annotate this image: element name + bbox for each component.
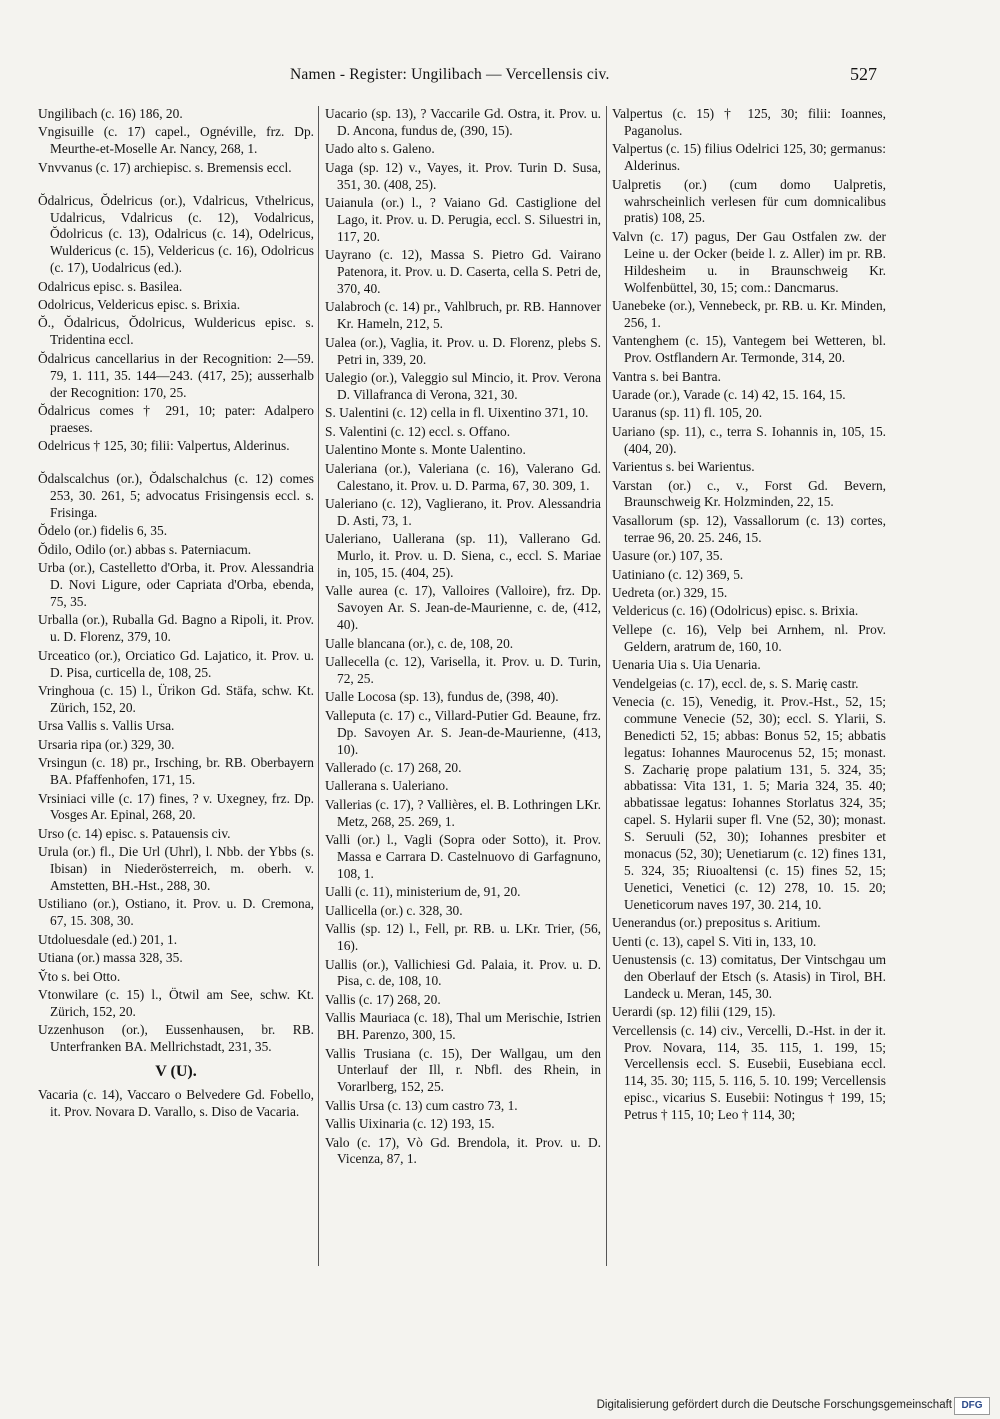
index-entry: Uenerandus (or.) prepositus s. Aritium. xyxy=(612,915,821,931)
index-entry: Uedreta (or.) 329, 15. xyxy=(612,584,728,600)
index-entry: Urballa (or.), Ruballa Gd. Bagno a Ripoli, it. Prov. u. D. Florenz, 379, 10. xyxy=(38,612,314,645)
index-entry: Uallicella (or.) c. 328, 30. xyxy=(325,902,463,918)
page-header xyxy=(0,64,1000,88)
index-entry: Vasallorum (sp. 12), Vassallorum (c. 13) cortes, terrae 96, 20. 25. 246, 15. xyxy=(612,512,886,545)
index-entry: Ualpretis (or.) (cum domo Ualpretis, wahrscheinlich verlesen für cum domnicalibus pratis) 108, 25. xyxy=(612,176,886,226)
index-entry: Utiana (or.) massa 328, 35. xyxy=(38,950,183,966)
index-entry: Vrsingun (c. 18) pr., Irsching, br. RB. Oberbayern BA. Pfaffenhofen, 171, 15. xyxy=(38,755,314,788)
index-entry: Ualentino Monte s. Monte Ualentino. xyxy=(325,442,526,458)
page-number: 527 xyxy=(850,64,877,84)
index-entry: Vngisuille (c. 17) capel., Ognéville, frz. Dp. Meurthe-et-Moselle Ar. Nancy, 268, 1. xyxy=(38,124,314,157)
index-entry: Ursa Vallis s. Vallis Ursa. xyxy=(38,718,175,734)
index-entry: Ŏdalricus, Ŏdelricus (or.), Vdalricus, Vthelricus, Udalricus, Vdalricus (c. 12), Vodalricus, Ŏdolricus (c. 13), Odalricus (c. 14), Odelricus, Wuldericus (c. 15), Veldericus (c. 16), Odolricus (c. 17), Uodalricus (ed.). xyxy=(38,192,314,276)
index-entry: Vallis Mauriaca (c. 18), Thal um Merischie, Istrien BH. Parenzo, 300, 15. xyxy=(325,1010,601,1043)
index-entry: Varstan (or.) c., v., Forst Gd. Bevern, Braunschweig Kr. Holzminden, 22, 15. xyxy=(612,477,886,510)
index-entry: Ŏdalricus cancellarius in der Recognition: 2—59. 79, 1. 111, 35. 144—243. (417, 25); ausserhalb der Recognition: 170, 25. xyxy=(38,350,314,400)
index-column-2 xyxy=(325,106,601,1170)
index-entry: Ŏdilo, Odilo (or.) abbas s. Paterniacum. xyxy=(38,541,252,557)
index-entry: Ualle blancana (or.), c. de, 108, 20. xyxy=(325,635,514,651)
index-entry: Vacaria (c. 14), Vaccaro o Belvedere Gd. Fobello, it. Prov. Novara D. Varallo, s. Diso de Vacaria. xyxy=(38,1087,314,1119)
index-entry: Vantra s. bei Bantra. xyxy=(612,368,721,384)
index-entry: Vellepe (c. 16), Velp bei Arnhem, nl. Prov. Geldern, aratrum de, 160, 10. xyxy=(612,621,886,654)
index-entry: Ualeriana (or.), Valeriana (c. 16), Valerano Gd. Calestano, it. Prov. u. D. Parma, 67, 30. 309, 1. xyxy=(325,460,601,493)
index-entry: Uaranus (sp. 11) fl. 105, 20. xyxy=(612,405,763,421)
index-entry: Ualabroch (c. 14) pr., Vahlbruch, pr. RB. Hannover Kr. Hameln, 212, 5. xyxy=(325,299,601,332)
index-entry: Uatiniano (c. 12) 369, 5. xyxy=(612,566,744,582)
index-entry: Vrsiniaci ville (c. 17) fines, ? v. Uxegney, frz. Dp. Vosges Ar. Epinal, 268, 20. xyxy=(38,790,314,823)
dfg-logo: DFG xyxy=(954,1397,990,1415)
index-entry: Ŏdalscalchus (or.), Ŏdalschalchus (c. 12) comes 253, 30. 261, 5; advocatus Frisingensis eccl. s. Frisinga. xyxy=(38,471,314,521)
index-entry: Ustiliano (or.), Ostiano, it. Prov. u. D. Cremona, 67, 15. 308, 30. xyxy=(38,896,314,929)
index-entry: Vringhoua (c. 15) l., Ürikon Gd. Stäfa, schw. Kt. Zürich, 152, 20. xyxy=(38,683,314,715)
index-entry: Valpertus (c. 15) filius Odelrici 125, 30; germanus: Alderinus. xyxy=(612,141,886,174)
index-entry: Vallerias (c. 17), ? Vallières, el. B. Lothringen LKr. Metz, 268, 25. 269, 1. xyxy=(325,796,601,829)
index-entry: Ŏdalricus comes † 291, 10; pater: Adalpero praeses. xyxy=(38,403,314,435)
index-entry: Uariano (sp. 11), c., terra S. Iohannis in, 105, 15. (404, 20). xyxy=(612,423,886,456)
index-entry: Vallis (c. 17) 268, 20. xyxy=(325,991,441,1007)
index-entry: Uallis (or.), Vallichiesi Gd. Palaia, it. Prov. u. D. Pisa, c. de, 108, 10. xyxy=(325,956,601,989)
index-entry: Vallis Trusiana (c. 15), Der Wallgau, um den Unterlauf der Ill, r. Nbfl. des Rhein, in Vorarlberg, 152, 25. xyxy=(325,1045,601,1095)
index-entry: Varientus s. bei Warientus. xyxy=(612,459,755,475)
column-rule xyxy=(318,106,319,1266)
index-entry: Utdoluesdale (ed.) 201, 1. xyxy=(38,931,178,947)
index-column-1 xyxy=(38,106,314,1122)
index-entry: Venecia (c. 15), Venedig, it. Prov.-Hst., 52, 15; commune Venecie (52, 30); eccl. S. Ylarii, S. Benedicti 52, 15; abbas: Bonus 52, 15; abbatis legatus: Iohannes Maurocenus 52, 15; monast. S. Zacharię prope palatium 131, 5. 324, 35; abbatissa: Vita 131, 1. 5; Maria 324, 35. 40; abbatissae legatus: Iohannes Storlatus 324, 35; capel. S. Hylarii super fl. Vne (52, 30); monast. S. Seruuli (52, 30); Iohannes presbiter et monacus (52, 30); Uenetiarum (c. 12) fines 131, 5. 324, 35; Riuoaltensi (c. 15) fines 52, 15; Uenetici, Venetici (c. 12) 278, 10. 15. 20; Ueneticorum naves 197, 30. 214, 10. xyxy=(612,693,886,912)
index-entry: Uaianula (or.) l., ? Vaiano Gd. Castiglione del Lago, it. Prov. u. D. Perugia, eccl. S. Siluestri in, 117, 20. xyxy=(325,195,601,244)
index-entry: Ualea (or.), Vaglia, it. Prov. u. D. Florenz, plebs S. Petri in, 339, 20. xyxy=(325,334,601,367)
index-entry: Uenti (c. 13), capel S. Viti in, 133, 10. xyxy=(612,933,817,949)
index-entry: Vallerado (c. 17) 268, 20. xyxy=(325,760,462,776)
funding-note: Digitalisierung gefördert durch die Deutsche Forschungsgemeinschaft xyxy=(596,1399,952,1411)
index-entry: Uallerana s. Ualeriano. xyxy=(325,778,449,794)
index-entry: Ualeriano, Uallerana (sp. 11), Vallerano Gd. Murlo, it. Prov. u. D. Siena, c., eccl. S. Mariae in, 105, 15. (404, 25). xyxy=(325,531,601,581)
index-entry: Vallis Uixinaria (c. 12) 193, 15. xyxy=(325,1116,495,1132)
index-entry: Ungilibach (c. 16) 186, 20. xyxy=(38,106,183,121)
index-entry: Veldericus (c. 16) (Odolricus) episc. s. Brixia. xyxy=(612,603,859,619)
index-entry: Valo (c. 17), Vò Gd. Brendola, it. Prov. u. D. Vicenza, 87, 1. xyxy=(325,1134,601,1167)
index-entry: Uanebeke (or.), Vennebeck, pr. RB. u. Kr. Minden, 256, 1. xyxy=(612,297,886,330)
index-entry: Vallis Ursa (c. 13) cum castro 73, 1. xyxy=(325,1097,518,1113)
index-entry: Urba (or.), Castelletto d'Orba, it. Prov. Alessandria D. Novi Ligure, oder Capriata d'Orba, ebenda, 75, 35. xyxy=(38,560,314,610)
index-entry: Ualeriano (c. 12), Vaglierano, it. Prov. Alessandria D. Asti, 73, 1. xyxy=(325,495,601,528)
index-entry: Uado alto s. Galeno. xyxy=(325,141,435,157)
index-entry: S. Ualentini (c. 12) cella in fl. Uixentino 371, 10. xyxy=(325,405,589,421)
index-entry: Uaga (sp. 12) v., Vayes, it. Prov. Turin D. Susa, 351, 30. (408, 25). xyxy=(325,159,601,192)
index-entry: Ualegio (or.), Valeggio sul Mincio, it. Prov. Verona D. Villafranca di Verona, 321, 30. xyxy=(325,370,601,402)
index-entry: Ŏ., Ŏdalricus, Ŏdolricus, Wuldericus episc. s. Tridentina eccl. xyxy=(38,315,314,348)
index-entry: Valpertus (c. 15) † 125, 30; filii: Ioannes, Paganolus. xyxy=(612,106,886,138)
index-entry: Ualle Locosa (sp. 13), fundus de, (398, 40). xyxy=(325,689,559,705)
index-entry: Odelricus † 125, 30; filii: Valpertus, Alderinus. xyxy=(38,438,290,454)
index-entry: Urso (c. 14) episc. s. Patauensis civ. xyxy=(38,825,231,841)
index-entry: Vercellensis (c. 14) civ., Vercelli, D.-Hst. in der it. Prov. Novara, 114, 35. 115, 1. 199, 15; Vercellensis eccl. S. Eusebii, Eusebiana eccl. 114, 35. 30; 115, 5. 116, 5. 10. 199; Vercellensis episc., vicarius S. Eusebii: Notingus † 199, 15; Petrus † 115, 10; Leo † 114, 30; xyxy=(612,1022,886,1123)
index-entry: Uenustensis (c. 13) comitatus, Der Vintschgau um den Oberlauf der Etsch (s. Atasis) in Tirol, BH. Landeck u. Meran, 145, 30. xyxy=(612,952,886,1001)
index-entry: Valvn (c. 17) pagus, Der Gau Ostfalen zw. der Leine u. der Ocker (beide l. z. Aller) im pr. RB. Hildesheim u. in Braunschweig Kr. Wolfenbüttel, 30, 15; com.: Dancmarus. xyxy=(612,228,886,295)
index-entry: Uenaria Uia s. Uia Uenaria. xyxy=(612,657,761,673)
index-entry: Valle aurea (c. 17), Valloires (Valloire), frz. Dp. Savoyen Ar. S. Jean-de-Maurienne, c. de, (412, 40). xyxy=(325,583,601,633)
index-entry: Vtonwilare (c. 15) l., Ötwil am See, schw. Kt. Zürich, 152, 20. xyxy=(38,987,314,1019)
index-entry: Vnvvanus (c. 17) archiepisc. s. Bremensis eccl. xyxy=(38,159,292,175)
section-heading: V (U). xyxy=(155,1063,197,1081)
index-entry: Valli (or.) l., Vagli (Sopra oder Sotto), it. Prov. Massa e Carrara D. Castelnuovo di Garfagnuno, 108, 1. xyxy=(325,832,601,881)
column-rule xyxy=(606,106,607,1266)
index-entry: V̌to s. bei Otto. xyxy=(38,968,121,984)
index-entry: Ualli (c. 11), ministerium de, 91, 20. xyxy=(325,884,521,900)
index-entry: Vallis (sp. 12) l., Fell, pr. RB. u. LKr. Trier, (56, 16). xyxy=(325,921,601,954)
index-entry: Uallecella (c. 12), Varisella, it. Prov. u. D. Turin, 72, 25. xyxy=(325,654,601,686)
index-entry: Uasure (or.) 107, 35. xyxy=(612,548,723,564)
footer xyxy=(596,1397,992,1417)
index-entry: Uzzenhuson (or.), Eussenhausen, br. RB. Unterfranken BA. Mellrichstadt, 231, 35. xyxy=(38,1022,314,1055)
index-entry: Uerardi (sp. 12) filii (129, 15). xyxy=(612,1004,776,1020)
index-column-3 xyxy=(612,106,886,1126)
index-entry: Odalricus episc. s. Basilea. xyxy=(38,278,183,294)
index-entry: Uayrano (c. 12), Massa S. Pietro Gd. Vairano Patenora, it. Prov. u. D. Caserta, cella S. Petri de, 370, 40. xyxy=(325,247,601,297)
index-entry: Uarade (or.), Varade (c. 14) 42, 15. 164, 15. xyxy=(612,387,846,402)
index-entry: Urula (or.) fl., Die Url (Uhrl), l. Nbb. der Ybbs (s. Ibisan) in Niederösterreich, m. oberh. v. Amstetten, BH.-Hst., 288, 30. xyxy=(38,844,314,894)
index-entry: Ŏdelo (or.) fidelis 6, 35. xyxy=(38,523,168,539)
running-title: Namen - Register: Ungilibach — Vercellensis civ. xyxy=(290,66,610,83)
index-entry: Valleputa (c. 17) c., Villard-Putier Gd. Beaune, frz. Dp. Savoyen Ar. S. Jean-de-Maurienne, (413, 10). xyxy=(325,707,601,757)
index-entry: Vantenghem (c. 15), Vantegem bei Wetteren, bl. Prov. Ostflandern Ar. Termonde, 314, 20. xyxy=(612,333,886,366)
index-entry: S. Valentini (c. 12) eccl. s. Offano. xyxy=(325,423,511,439)
index-entry: Odolricus, Veldericus episc. s. Brixia. xyxy=(38,297,241,313)
index-entry: Uacario (sp. 13), ? Vaccarile Gd. Ostra, it. Prov. u. D. Ancona, fundus de, (390, 15). xyxy=(325,106,601,138)
index-entry: Vendelgeias (c. 17), eccl. de, s. S. Marię castr. xyxy=(612,675,859,691)
index-entry: Urceatico (or.), Orciatico Gd. Lajatico, it. Prov. u. D. Pisa, curticella de, 108, 25. xyxy=(38,647,314,680)
index-entry: Ursaria ripa (or.) 329, 30. xyxy=(38,736,175,752)
